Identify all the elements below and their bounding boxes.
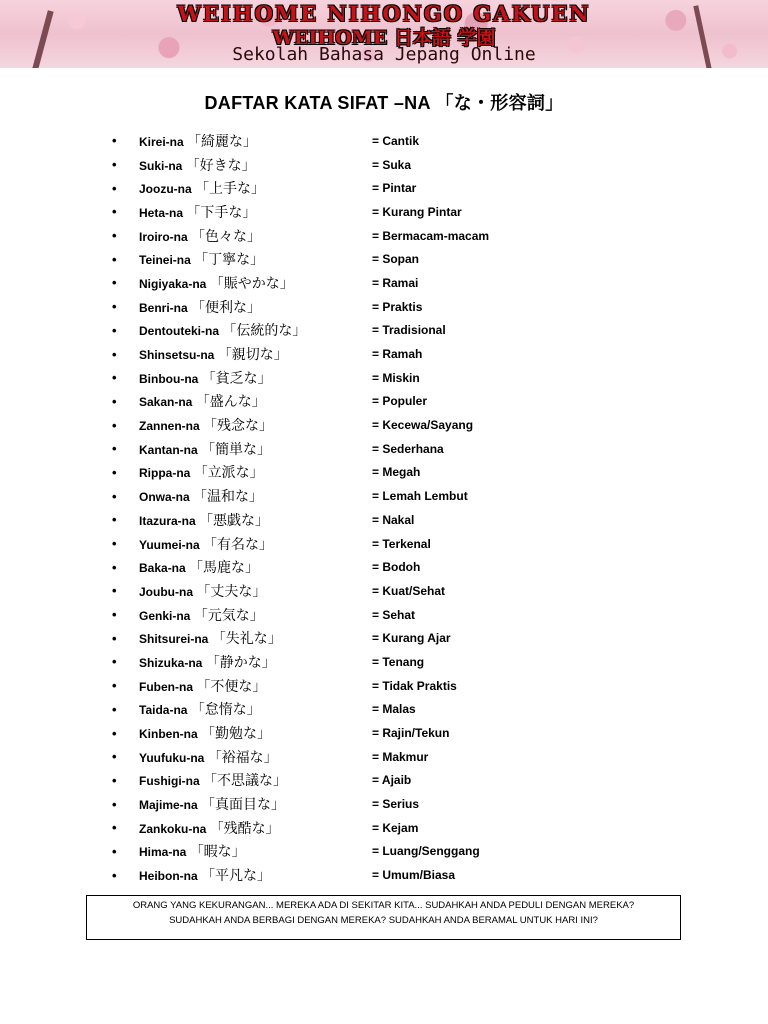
term-romaji: Genki-na <box>139 608 191 623</box>
list-item <box>112 650 672 674</box>
term-romaji: Teinei-na <box>139 253 191 268</box>
term-meaning: = Serius <box>372 797 420 812</box>
term-meaning: = Praktis <box>372 299 423 314</box>
bullet-icon: • <box>112 867 117 883</box>
term-kanji: 「不便な」 <box>196 678 267 695</box>
term-romaji: Shitsurei-na <box>139 632 209 647</box>
term-romaji: Zankoku-na <box>139 821 207 836</box>
term-meaning: = Kejam <box>372 820 419 835</box>
term <box>139 178 372 198</box>
list-item <box>112 508 672 532</box>
term-meaning: = Cantik <box>372 133 420 148</box>
term <box>139 462 372 482</box>
term-meaning: = Suka <box>372 157 412 172</box>
term-kanji: 「便利な」 <box>191 299 262 316</box>
bullet-icon: • <box>112 749 117 765</box>
list-item <box>112 176 672 200</box>
term-meaning: = Miskin <box>372 370 420 385</box>
term-romaji: Kantan-na <box>139 442 198 457</box>
header-banner <box>0 0 768 68</box>
term-meaning: = Tidak Praktis <box>372 678 457 693</box>
term-kanji: 「伝統的な」 <box>222 323 307 340</box>
bullet-icon: • <box>112 772 117 788</box>
term-kanji: 「温和な」 <box>193 489 264 506</box>
term <box>139 155 372 175</box>
term <box>139 770 372 790</box>
term-romaji: Heta-na <box>139 205 184 220</box>
footer-message-box <box>86 895 681 940</box>
term-meaning: = Makmur <box>372 749 429 764</box>
bullet-icon: • <box>112 583 117 599</box>
term-kanji: 「色々な」 <box>191 228 262 245</box>
term-meaning: = Luang/Senggang <box>372 844 480 859</box>
bullet-icon: • <box>112 322 117 338</box>
term <box>139 439 372 459</box>
list-item <box>112 200 672 224</box>
term-meaning: = Kurang Ajar <box>372 631 451 646</box>
term-romaji: Fuben-na <box>139 679 193 694</box>
term-meaning: = Megah <box>372 465 421 480</box>
term-meaning: = Populer <box>372 394 428 409</box>
list-item <box>112 674 672 698</box>
bullet-icon: • <box>112 536 117 552</box>
term <box>139 794 372 814</box>
bullet-icon: • <box>112 630 117 646</box>
list-item <box>112 271 672 295</box>
term-romaji: Kinben-na <box>139 727 198 742</box>
term-meaning: = Umum/Biasa <box>372 868 456 883</box>
bullet-icon: • <box>112 251 117 267</box>
list-item <box>112 816 672 840</box>
term-kanji: 「勤勉な」 <box>201 726 272 743</box>
term-meaning: = Ajaib <box>372 773 412 788</box>
list-item <box>112 153 672 177</box>
term-kanji: 「不思議な」 <box>203 773 288 790</box>
list-item <box>112 863 672 887</box>
term-meaning: = Tradisional <box>372 323 446 338</box>
term-meaning: = Tenang <box>372 654 425 669</box>
banner-subtitle: WEIHOME 日本語 学園 <box>272 27 496 49</box>
term-kanji: 「簡単な」 <box>201 441 272 458</box>
list-item <box>112 224 672 248</box>
term-romaji: Itazura-na <box>139 513 196 528</box>
term <box>139 865 372 885</box>
term <box>139 391 372 411</box>
bullet-icon: • <box>112 275 117 291</box>
term <box>139 297 372 317</box>
bullet-icon: • <box>112 417 117 433</box>
bullet-icon: • <box>112 796 117 812</box>
banner-title: WEIHOME NIHONGO GAKUEN <box>177 1 591 26</box>
footer-line-1: ORANG YANG KEKURANGAN... MEREKA ADA DI SEKITAR KITA... SUDAHKAH ANDA PEDULI DENGAN MEREKA? <box>132 900 635 911</box>
term-kanji: 「元気な」 <box>193 607 264 624</box>
term-romaji: Shinsetsu-na <box>139 348 215 363</box>
bullet-icon: • <box>112 607 117 623</box>
list-item <box>112 484 672 508</box>
bullet-icon: • <box>112 299 117 315</box>
term <box>139 273 372 293</box>
bullet-icon: • <box>112 157 117 173</box>
term <box>139 368 372 388</box>
footer-line-2: SUDAHKAH ANDA BERBAGI DENGAN MEREKA? SUDAHKAH ANDA BERAMAL UNTUK HARI INI? <box>169 915 598 926</box>
term-kanji: 「丈夫な」 <box>196 583 267 600</box>
term <box>139 747 372 767</box>
term <box>139 510 372 530</box>
term-romaji: Nigiyaka-na <box>139 276 207 291</box>
bullet-icon: • <box>112 559 117 575</box>
term-romaji: Dentouteki-na <box>139 324 220 339</box>
bullet-icon: • <box>112 678 117 694</box>
bullet-icon: • <box>112 180 117 196</box>
term-kanji: 「残念な」 <box>203 418 274 435</box>
term-romaji: Shizuka-na <box>139 655 203 670</box>
term-kanji: 「丁寧な」 <box>194 252 265 269</box>
list-item <box>112 603 672 627</box>
term <box>139 723 372 743</box>
term-kanji: 「立派な」 <box>193 465 264 482</box>
list-item <box>112 745 672 769</box>
term-kanji: 「残酷な」 <box>209 820 280 837</box>
term-meaning: = Nakal <box>372 512 415 527</box>
term-kanji: 「好きな」 <box>185 157 256 174</box>
term-meaning: = Sederhana <box>372 441 444 456</box>
list-item <box>112 555 672 579</box>
term-romaji: Binbou-na <box>139 371 199 386</box>
term-meaning: = Sehat <box>372 607 416 622</box>
term-meaning: = Lemah Lembut <box>372 489 468 504</box>
list-item <box>112 437 672 461</box>
term-romaji: Onwa-na <box>139 490 190 505</box>
list-item <box>112 721 672 745</box>
term-romaji: Joozu-na <box>139 182 192 197</box>
list-item <box>112 840 672 864</box>
term-romaji: Zannen-na <box>139 419 200 434</box>
term-meaning: = Kecewa/Sayang <box>372 418 474 433</box>
term-kanji: 「真面目な」 <box>201 797 286 814</box>
list-item <box>112 461 672 485</box>
term <box>139 226 372 246</box>
term-meaning: = Rajin/Tekun <box>372 726 450 741</box>
term-meaning: = Ramah <box>372 347 423 362</box>
term <box>139 652 372 672</box>
term-kanji: 「平凡な」 <box>201 868 272 885</box>
term <box>139 249 372 269</box>
term-romaji: Sakan-na <box>139 395 193 410</box>
term <box>139 486 372 506</box>
term <box>139 557 372 577</box>
bullet-icon: • <box>112 441 117 457</box>
bullet-icon: • <box>112 654 117 670</box>
term-kanji: 「悪戯な」 <box>199 512 270 529</box>
term-kanji: 「上手な」 <box>195 181 266 198</box>
term-meaning: = Malas <box>372 702 416 717</box>
term-romaji: Yuufuku-na <box>139 750 205 765</box>
term <box>139 699 372 719</box>
term-meaning: = Sopan <box>372 252 420 267</box>
bullet-icon: • <box>112 701 117 717</box>
term <box>139 676 372 696</box>
term-romaji: Taida-na <box>139 703 188 718</box>
page-title: DAFTAR KATA SIFAT –NA 「な・形容詞」 <box>204 93 564 113</box>
term-meaning: = Terkenal <box>372 536 431 551</box>
list-item <box>112 579 672 603</box>
term-romaji: Heibon-na <box>139 869 198 884</box>
term-meaning: = Ramai <box>372 275 419 290</box>
bullet-icon: • <box>112 820 117 836</box>
term-kanji: 「裕福な」 <box>207 749 278 766</box>
bullet-icon: • <box>112 725 117 741</box>
bullet-icon: • <box>112 133 117 149</box>
list-item <box>112 626 672 650</box>
list-item <box>112 532 672 556</box>
term-romaji: Fushigi-na <box>139 774 200 789</box>
term-kanji: 「失礼な」 <box>211 631 282 648</box>
term <box>139 131 372 151</box>
list-item <box>112 247 672 271</box>
vocab-list <box>112 129 672 887</box>
term-kanji: 「賑やかな」 <box>209 275 294 292</box>
term <box>139 818 372 838</box>
term-kanji: 「親切な」 <box>217 347 288 364</box>
bullet-icon: • <box>112 464 117 480</box>
term-meaning: = Bermacam-macam <box>372 228 490 243</box>
term <box>139 320 372 340</box>
list-item <box>112 769 672 793</box>
term-romaji: Hima-na <box>139 845 187 860</box>
list-item <box>112 295 672 319</box>
term-meaning: = Kuat/Sehat <box>372 583 446 598</box>
term-kanji: 「貧乏な」 <box>201 370 272 387</box>
bullet-icon: • <box>112 228 117 244</box>
list-item <box>112 129 672 153</box>
term-romaji: Majime-na <box>139 798 198 813</box>
term-kanji: 「有名な」 <box>203 536 274 553</box>
term <box>139 581 372 601</box>
bullet-icon: • <box>112 346 117 362</box>
bullet-icon: • <box>112 843 117 859</box>
bullet-icon: • <box>112 488 117 504</box>
list-item <box>112 366 672 390</box>
term <box>139 628 372 648</box>
term <box>139 534 372 554</box>
term-kanji: 「怠惰な」 <box>190 702 261 719</box>
term <box>139 415 372 435</box>
term-romaji: Baka-na <box>139 561 186 576</box>
term <box>139 344 372 364</box>
banner-tagline: Sekolah Bahasa Jepang Online <box>232 44 536 65</box>
term-kanji: 「綺麗な」 <box>187 133 258 150</box>
list-item <box>112 319 672 343</box>
term-meaning: = Kurang Pintar <box>372 204 462 219</box>
term-romaji: Yuumei-na <box>139 537 200 552</box>
term-meaning: = Bodoh <box>372 560 421 575</box>
term-meaning: = Pintar <box>372 181 417 196</box>
term-kanji: 「下手な」 <box>186 204 257 221</box>
term-romaji: Benri-na <box>139 300 188 315</box>
list-item <box>112 413 672 437</box>
bullet-icon: • <box>112 370 117 386</box>
term-romaji: Suki-na <box>139 158 183 173</box>
term <box>139 202 372 222</box>
bullet-icon: • <box>112 393 117 409</box>
term-romaji: Kirei-na <box>139 134 184 149</box>
term-romaji: Iroiro-na <box>139 229 188 244</box>
term-kanji: 「静かな」 <box>205 654 276 671</box>
bullet-icon: • <box>112 512 117 528</box>
list-item <box>112 792 672 816</box>
term-kanji: 「暇な」 <box>189 844 246 861</box>
list-item <box>112 342 672 366</box>
term-romaji: Rippa-na <box>139 466 191 481</box>
term <box>139 605 372 625</box>
list-item <box>112 698 672 722</box>
list-item <box>112 390 672 414</box>
term-kanji: 「盛んな」 <box>195 394 266 411</box>
term-kanji: 「馬鹿な」 <box>189 560 260 577</box>
term-romaji: Joubu-na <box>139 584 193 599</box>
term <box>139 841 372 861</box>
bullet-icon: • <box>112 204 117 220</box>
